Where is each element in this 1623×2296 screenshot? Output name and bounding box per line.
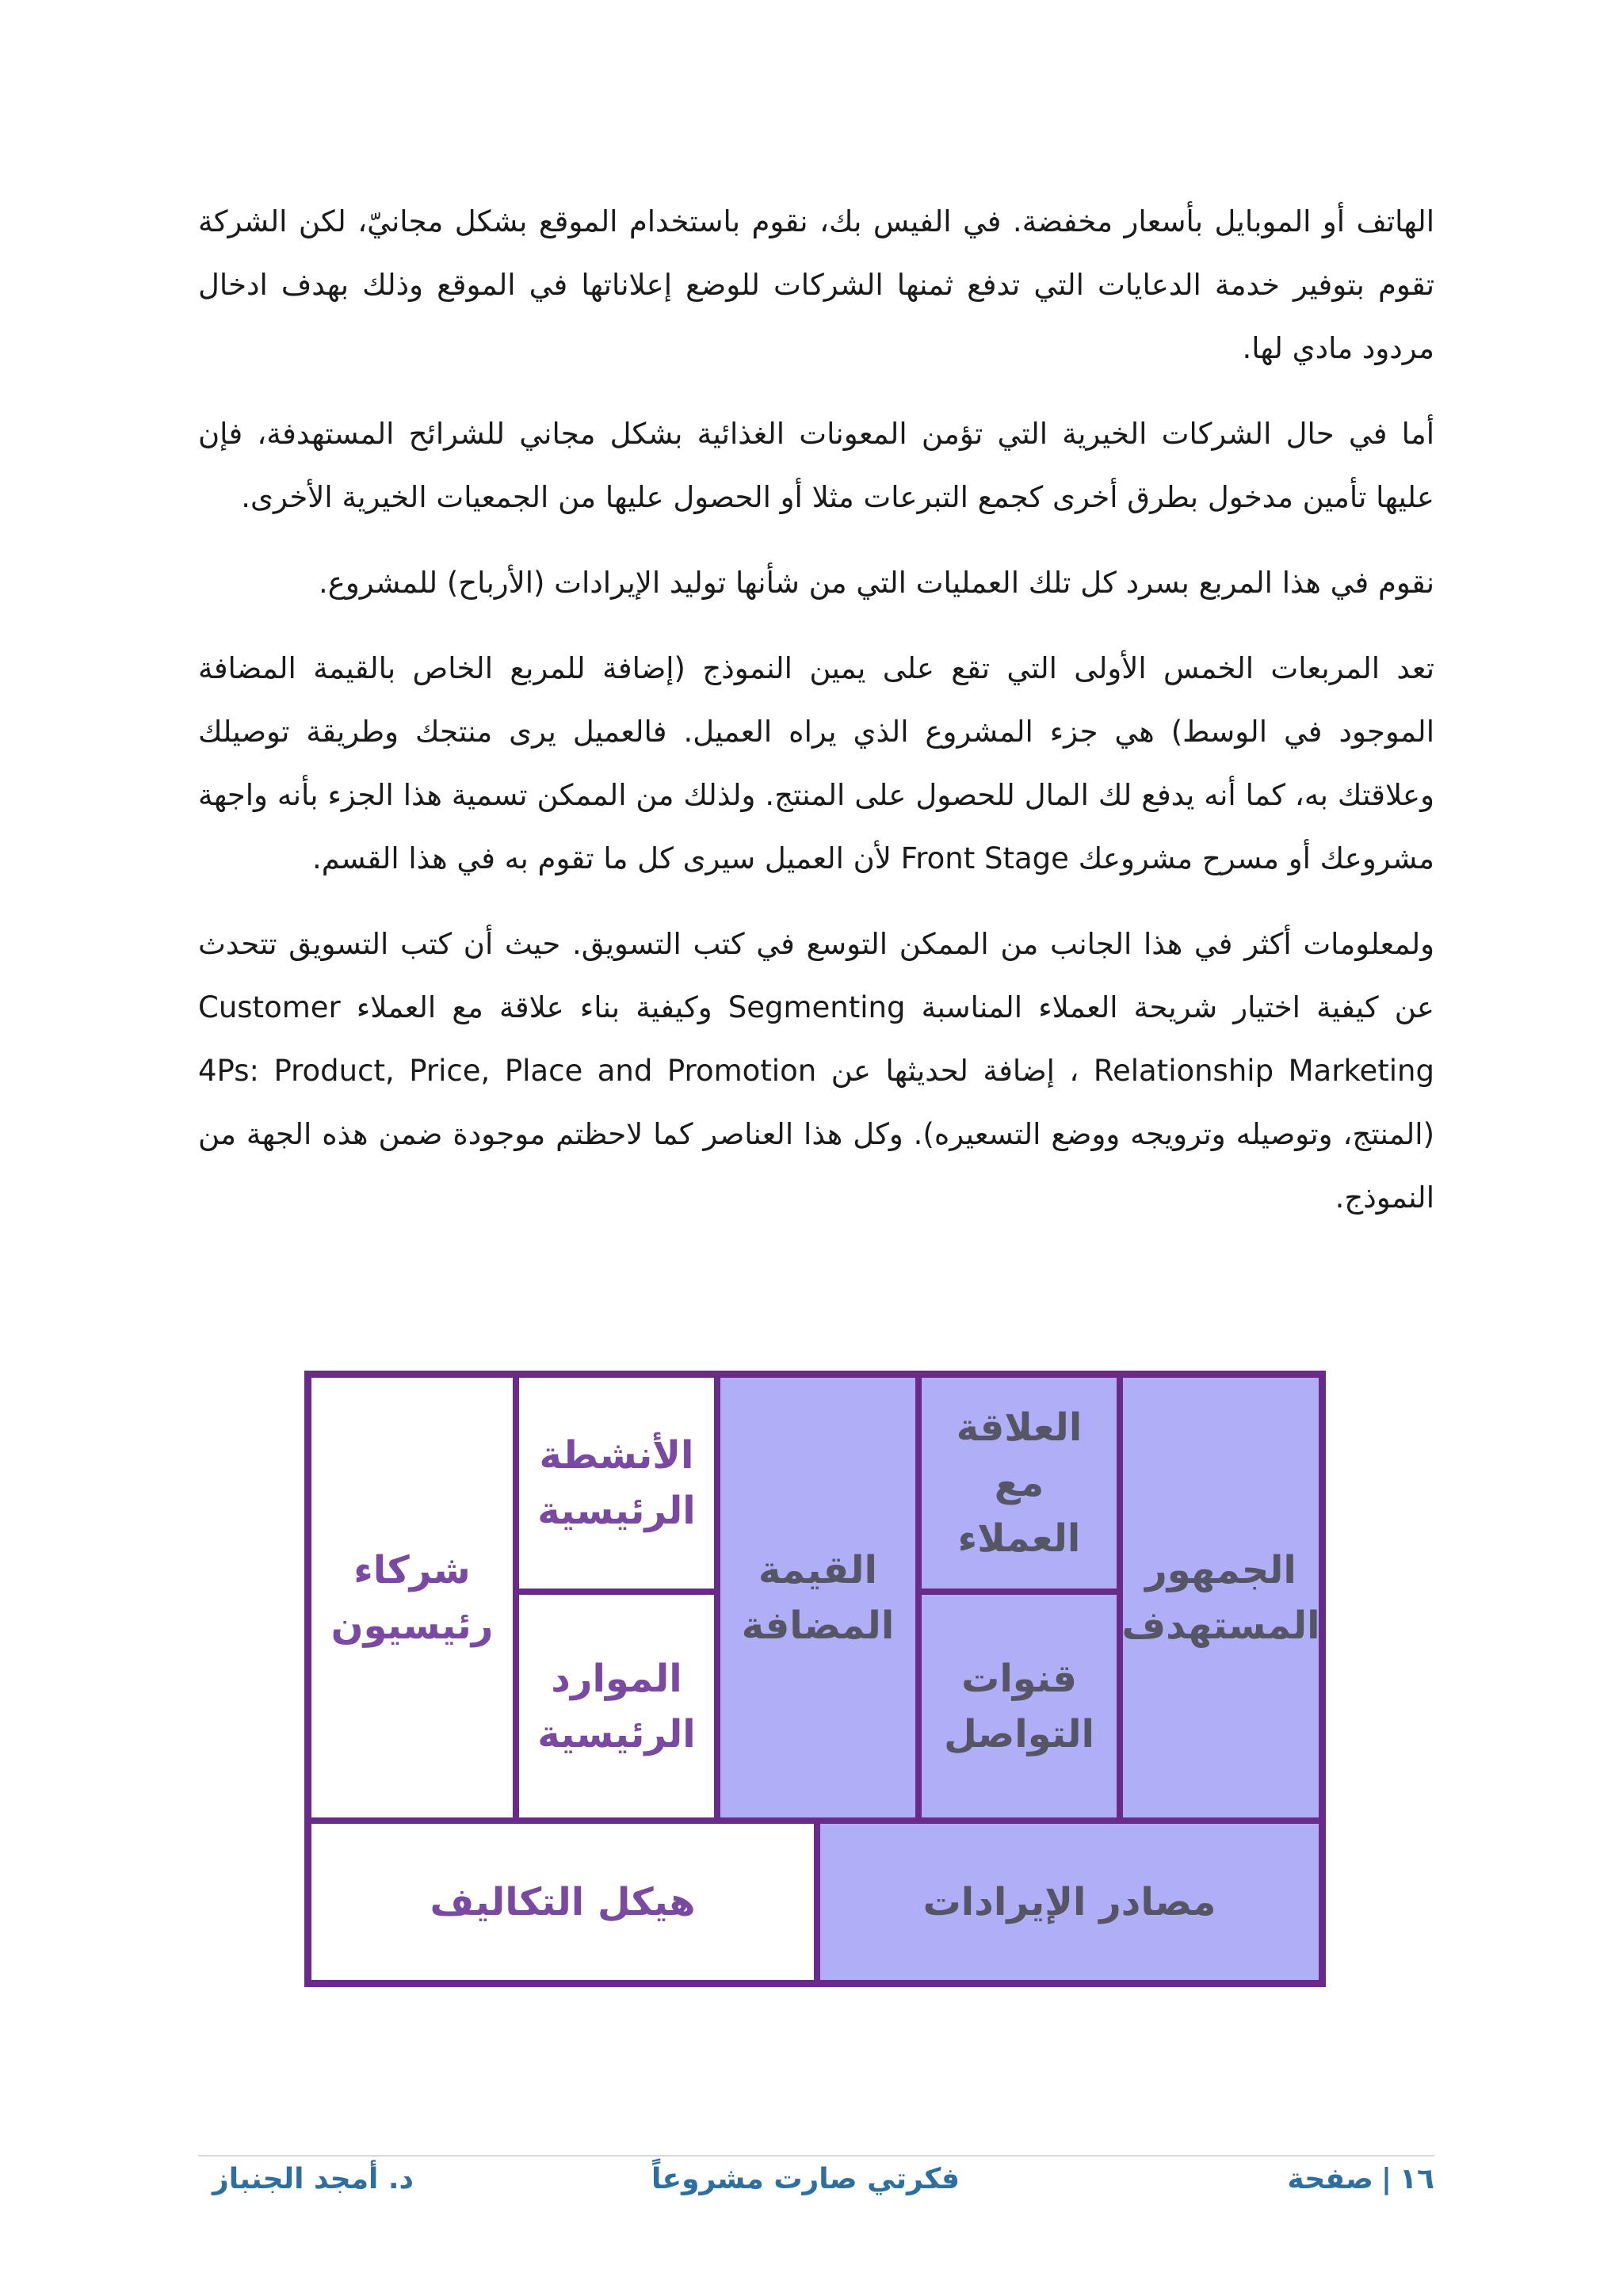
page-label: صفحة — [1287, 2163, 1373, 2195]
paragraph: ولمعلومات أكثر في هذا الجانب من الممكن التوسع في كتب التسويق. حيث أن كتب التسويق تتحدث عن كيفية اختيار شريحة العملاء المناسبة Segmenting وكيفية بناء علاقة مع العملاء Customer Relationship Marketing ، إضافة لحديثها عن 4Ps: Product, Price, Place and Promotion (المنتج، وتوصيله وترويجه ووضع التسعيره). وكل هذا العناصر كما لاحظتم موجودة ضمن هذه الجهة من النموذج. — [198, 927, 1434, 1215]
paragraph: أما في حال الشركات الخيرية التي تؤمن المعونات الغذائية بشكل مجاني للشرائح المستهدفة، فإن عليها تأمين مدخول بطرق أخرى كجمع التبرعات مثلا أو الحصول عليها من الجمعيات الخيرية الأخرى. — [198, 417, 1434, 514]
paragraph: الهاتف أو الموبايل بأسعار مخفضة. في الفيس بك، نقوم باستخدام الموقع بشكل مجانيّ، لكن الشركة تقوم بتوفير خدمة الدعايات التي تدفع ثمنها الشركات للوضع إعلاناتها في الموقع وذلك بهدف ادخال مردود مادي لها. — [198, 204, 1434, 365]
cost-structure-cell: هيكل التكاليف — [311, 1824, 814, 1980]
paragraph: تعد المربعات الخمس الأولى التي تقع على يمين النموذج (إضافة للمربع الخاص بالقيمة المضافة الموجود في الوسط) هي جزء المشروع الذي يراه العميل. فالعميل يرى منتجك وطريقة توصيلك وعلاقتك به، كما أنه يدفع لك المال للحصول على المنتج. ولذلك من الممكن تسمية هذا الجزء بأنه واجهة مشروعك أو مسرح مشروعك Front Stage لأن العميل سيرى كل ما تقوم به في هذا القسم. — [198, 651, 1434, 875]
key-resources-cell: الموارد الرئيسية — [519, 1595, 714, 1817]
key-partners-cell: شركاء رئيسيون — [311, 1378, 513, 1817]
body-text — [198, 190, 1434, 1252]
customer-segments-cell: الجمهور المستهدف — [1123, 1378, 1319, 1817]
paragraph: نقوم في هذا المربع بسرد كل تلك العمليات التي من شأنها توليد الإيرادات (الأرباح) للمشروع. — [319, 566, 1434, 600]
key-activities-cell: الأنشطة الرئيسية — [519, 1378, 714, 1589]
business-model-canvas — [304, 1371, 1326, 1987]
book-title: فكرتي صارت مشروعاً — [651, 2163, 960, 2195]
footer-divider — [198, 2155, 1434, 2157]
revenue-streams-cell: مصادر الإيرادات — [820, 1824, 1319, 1980]
footer-page-info — [1287, 2163, 1434, 2195]
channels-cell: قنوات التواصل — [922, 1595, 1117, 1817]
customer-relationships-cell: العلاقة مع العملاء — [922, 1378, 1117, 1589]
value-proposition-cell: القيمة المضافة — [720, 1378, 915, 1817]
footer-separator: | — [1381, 2163, 1392, 2195]
author-name: د. أمجد الجنباز — [212, 2163, 414, 2195]
page-number: ١٦ — [1400, 2163, 1434, 2195]
